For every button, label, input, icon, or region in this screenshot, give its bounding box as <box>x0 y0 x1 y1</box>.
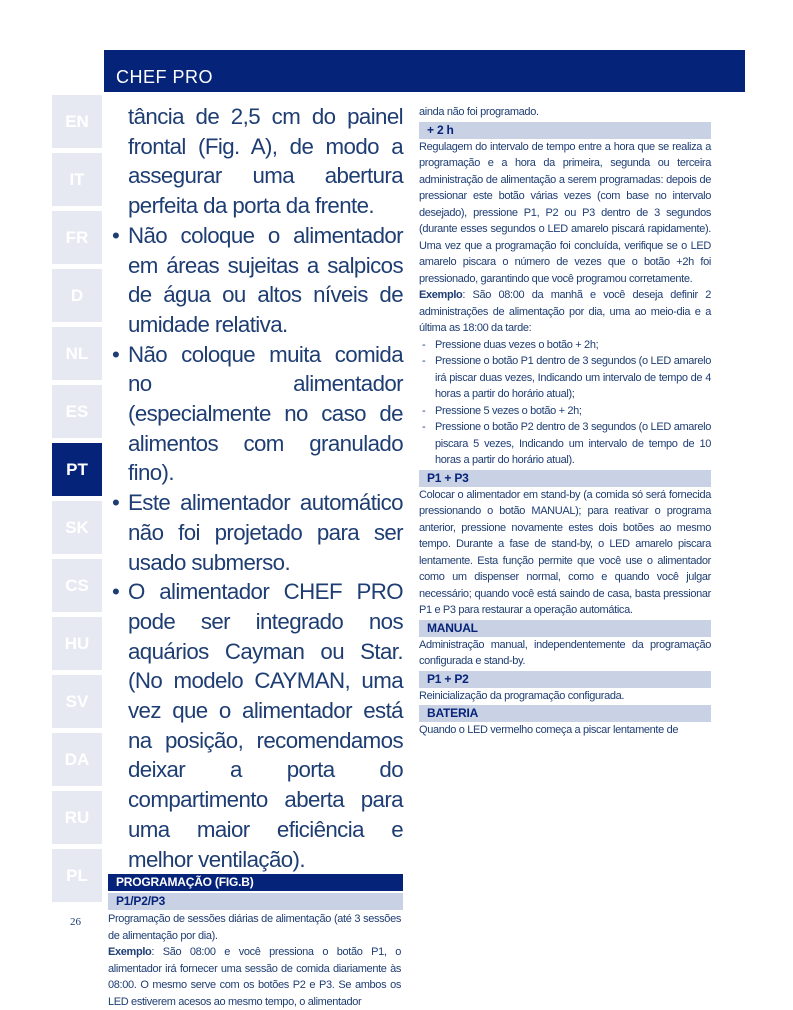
header-bar <box>104 50 745 92</box>
tab-label: PL <box>66 865 88 885</box>
plus2h-text: Regulagem do intervalo de tempo entre a hora que se realiza a programação e a hora da primeira, segunda ou terceira administração de alimentação a serem programadas: depois de pressionar este botão várias vezes (com base no intervalo desejado), pressione P1, P2 ou P3 dentro de 3 segundos (durante esses segundos o LED amarelo piscará rapidamente). Uma vez que a programação foi concluída, verifique se o LED amarelo piscara o número de vezes que o botão +2h foi pressionado, garantindo que você programou corretamente. <box>419 140 711 285</box>
language-tabs <box>52 95 102 907</box>
page-number: 26 <box>70 916 81 928</box>
tab-da[interactable] <box>52 733 102 786</box>
step-item: - Pressione duas vezes o botão + 2h; <box>419 337 711 354</box>
tab-sv[interactable] <box>52 675 102 728</box>
bullet-item: • Não coloque o alimentador em áreas sujeitas a salpicos de água ou altos níveis de umidade relativa. <box>108 221 403 340</box>
example-paragraph <box>419 287 711 337</box>
tab-label: NL <box>65 343 89 363</box>
tab-hu[interactable] <box>52 617 102 670</box>
right-column <box>419 104 711 739</box>
tab-label: FR <box>65 227 89 247</box>
tab-label: IT <box>69 169 85 189</box>
subtitle-manual: MANUAL <box>419 620 711 637</box>
tab-label: D <box>70 285 84 305</box>
tab-nl[interactable] <box>52 327 102 380</box>
tab-label: EN <box>65 111 89 131</box>
example-label: Exemplo <box>108 946 152 959</box>
tab-label: SK <box>65 517 89 537</box>
left-column <box>108 102 403 1010</box>
tab-fr[interactable] <box>52 211 102 264</box>
tab-sk[interactable] <box>52 501 102 554</box>
subtitle-p1p2: P1 + P2 <box>419 671 711 688</box>
p1p2-text: Reinicialização da programação configurada. <box>419 689 625 702</box>
tab-cs[interactable] <box>52 559 102 612</box>
bullet-list <box>108 221 403 874</box>
bullet-item: • Não coloque muita comida no alimentador (especialmente no caso de alimentos com granulado fino). <box>108 340 403 489</box>
bullet-item: • O alimentador CHEF PRO pode ser integrado nos aquários Cayman ou Star. (No modelo CAYMAN, uma vez que o alimentador está na posição, recomendamos deixar a porta do compartimento aberta para uma maior eficiência e melhor ventilação). <box>108 577 403 874</box>
example-steps <box>419 337 711 469</box>
tab-es[interactable] <box>52 385 102 438</box>
section-title-programming: PROGRAMAÇÃO (FIG.B) <box>108 874 403 891</box>
tab-d[interactable] <box>52 269 102 322</box>
p1p2p3-text: Programação de sessões diárias de alimentação (até 3 sessões de alimentação por dia). <box>108 913 401 942</box>
intro-text: tância de 2,5 cm do painel frontal (Fig. A), de modo a assegurar uma abertura perfeita da porta da frente. <box>128 104 403 219</box>
battery-text: Quando o LED vermelho começa a piscar lentamente de <box>419 724 679 736</box>
tab-it[interactable] <box>52 153 102 206</box>
tab-label: RU <box>64 807 90 827</box>
tab-pl[interactable] <box>52 849 102 902</box>
manual-text: Administração manual, independentemente da programação configurada e stand-by. <box>419 638 711 667</box>
tab-label: CS <box>65 575 89 595</box>
tab-label: PT <box>66 459 88 479</box>
installation-notes <box>108 102 403 874</box>
bullet-item: • Este alimentador automático não foi projetado para ser usado submerso. <box>108 488 403 577</box>
subtitle-p1p3: P1 + P3 <box>419 470 711 487</box>
plus2h-description <box>419 139 711 469</box>
tab-label: DA <box>64 749 90 769</box>
step-item: - Pressione o botão P2 dentro de 3 segundos (o LED amarelo piscara 5 vezes, Indicando um intervalo de tempo de 10 horas a partir do horário atual). <box>419 419 711 469</box>
tab-en[interactable] <box>52 95 102 148</box>
tab-label: ES <box>65 401 89 421</box>
tab-label: SV <box>65 691 89 711</box>
example-label: Exemplo <box>419 289 463 301</box>
p1p3-text: Colocar o alimentador em stand-by (a comida só será fornecida pressionando o botão MANUAL); para reativar o programa anterior, pressione novamente estes dois botões ao mesmo tempo. Durante a fase de stand-by, o LED amarelo piscara lentamente. Esta função permite que você use o alimentador como um dispenser normal, como e quando você julgar necessário; quando você está saindo de casa, basta pressionar P1 e P3 para restaurar a operação automática. <box>419 488 711 616</box>
example-paragraph <box>108 944 401 1010</box>
example-text: : São 08:00 e você pressiona o botão P1, o alimentador irá fornecer uma sessão de comida diariamente às 08:00. O mesmo serve com os botões P2 e P3. Se ambos os LED estiverem acesos ao mesmo tempo, o alimentador <box>108 946 401 1008</box>
subtitle-p1p2p3: P1/P2/P3 <box>108 893 403 910</box>
p1p2p3-description <box>108 910 403 1010</box>
step-item: - Pressione 5 vezes o botão + 2h; <box>419 403 711 420</box>
example-text: : São 08:00 da manhã e você deseja definir 2 administrações de alimentação por dia, uma ao meio-dia e a última as 18:00 da tarde: <box>419 289 711 334</box>
subtitle-battery: BATERIA <box>419 705 711 722</box>
header-title: CHEF PRO <box>116 67 214 87</box>
subtitle-plus2h: + 2 h <box>419 122 711 139</box>
step-item: - Pressione o botão P1 dentro de 3 segundos (o LED amarelo irá piscar duas vezes, Indicando um intervalo de tempo de 4 horas a partir do horário atual); <box>419 353 711 403</box>
tab-pt[interactable] <box>52 443 102 496</box>
tab-ru[interactable] <box>52 791 102 844</box>
tab-label: HU <box>64 633 90 653</box>
continuation-text: ainda não foi programado. <box>419 106 539 118</box>
